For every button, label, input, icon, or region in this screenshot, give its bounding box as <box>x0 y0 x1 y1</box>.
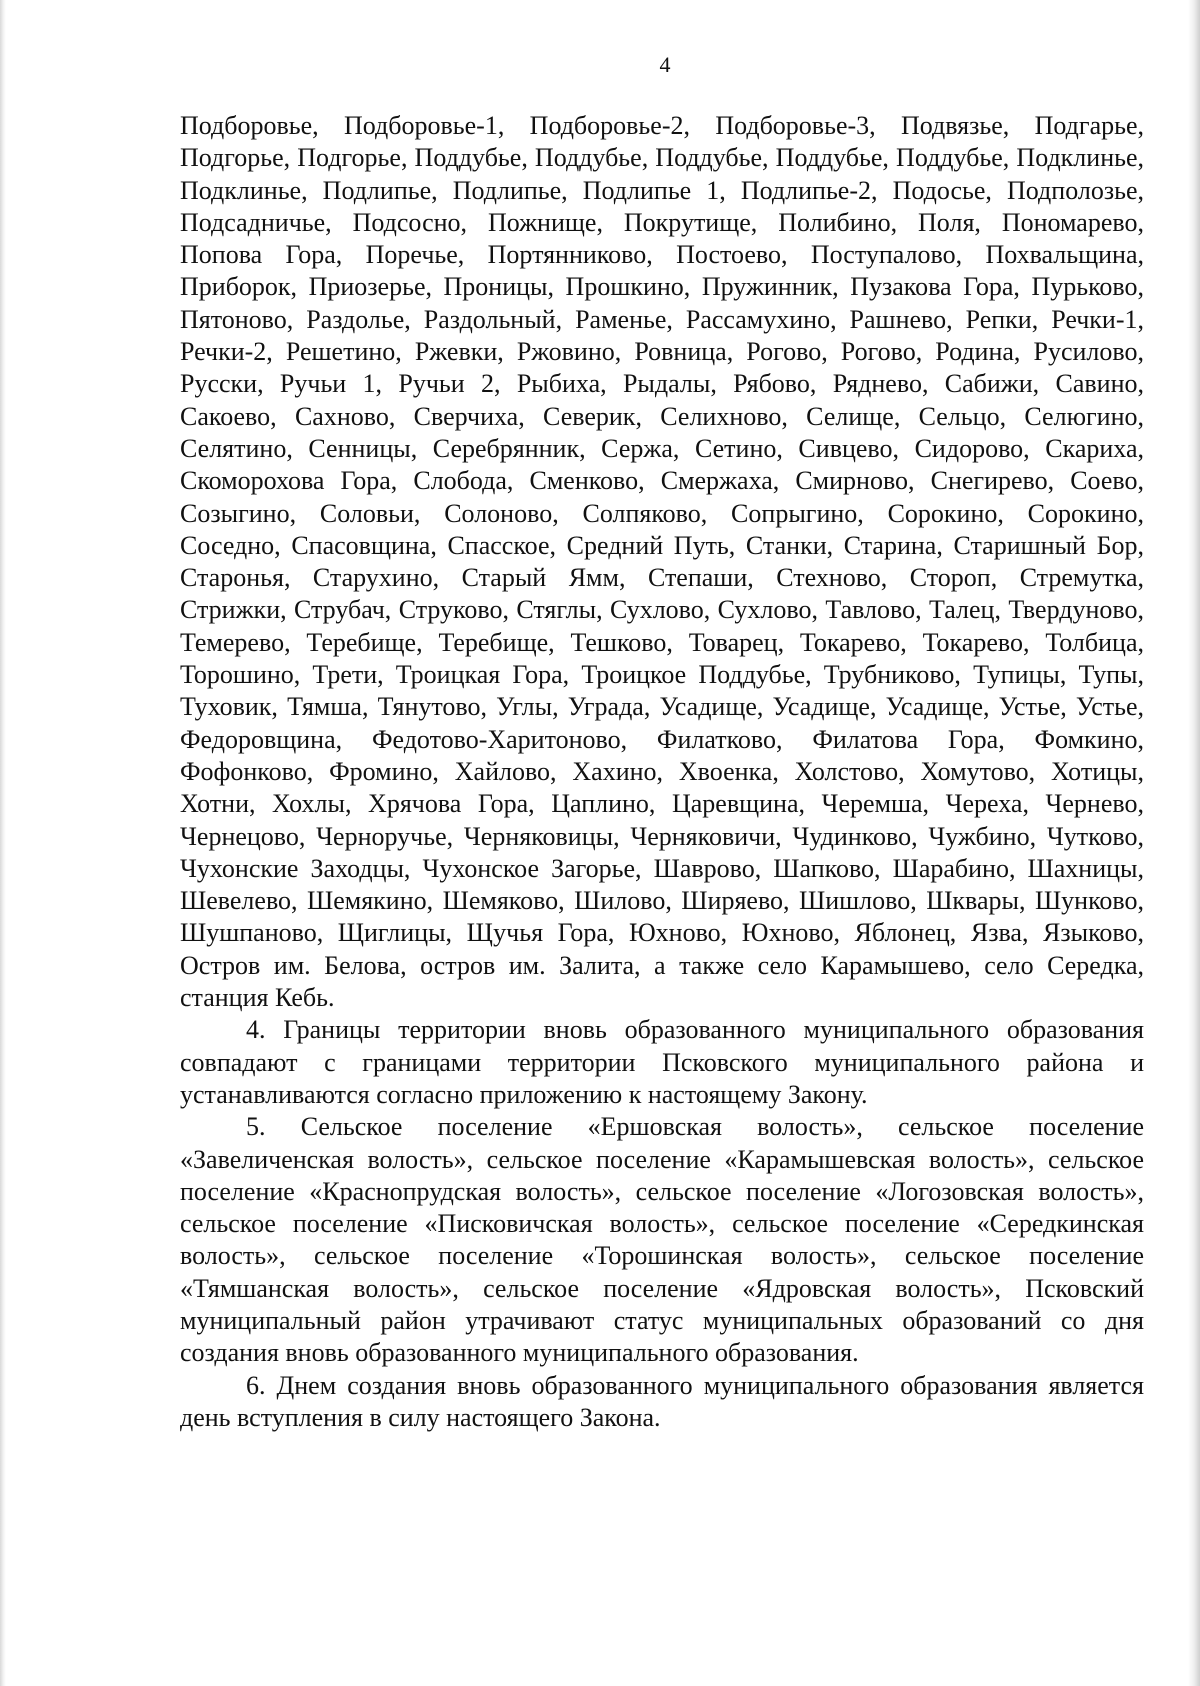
clause-6-paragraph: 6. Днем создания вновь образованного муниципального образования является день вступления в силу настоящего Закона. <box>180 1370 1144 1432</box>
scan-edge-right <box>1188 0 1200 1686</box>
scan-edge-left <box>0 0 6 1686</box>
clause-4-paragraph: 4. Границы территории вновь образованного муниципального образования совпадают с границами территории Псковского муниципального района и устанавливаются согласно приложению к настоящему Закону. <box>180 1015 1144 1109</box>
document-body <box>180 110 1144 1434</box>
page-number: 4 <box>659 52 671 77</box>
settlement-list-paragraph: Подборовье, Подборовье-1, Подборовье-2, Подборовье-3, Подвязье, Подгарье, Подгорье, Подгорье, Поддубье, Поддубье, Поддубье, Поддубье, Поддубье, Подклинье, Подклинье, Подлипье, Подлипье, Подлипье 1, Подлипье-2, Подосье, Подполозье, Подсадничье, Подсосно, Пожнище, Покрутище, Полибино, Поля, Пономарево, Попова Гора, Поречье, Портянниково, Постоево, Поступалово, Похвальщина, Приборок, Приозерье, Проницы, Прошкино, Пружинник, Пузакова Гора, Пурьково, Пятоново, Раздолье, Раздольный, Раменье, Рассамухино, Рашнево, Репки, Речки-1, Речки-2, Решетино, Ржевки, Ржовино, Ровница, Рогово, Рогово, Родина, Русилово, Русски, Ручьи 1, Ручьи 2, Рыбиха, Рыдалы, Рябово, Ряднево, Сабижи, Савино, Сакоево, Сахново, Сверчиха, Северик, Селихново, Селище, Сельцо, Селюгино, Селятино, Сенницы, Серебрянник, Сержа, Сетино, Сивцево, Сидорово, Скариха, Скоморохова Гора, Слобода, Сменково, Смержаха, Смирново, Снегирево, Соево, Созыгино, Соловьи, Солоново, Солпяково, Сопрыгино, Сорокино, Сорокино, Соседно, Спасовщина, Спасское, Средний Путь, Станки, Старина, Старишный Бор, Старонья, Старухино, Старый Ямм, Степаши, Стехново, Стороп, Стремутка, Стрижки, Струбач, Струково, Стяглы, Сухлово, Сухлово, Тавлово, Талец, Твердуново, Темерево, Теребище, Теребище, Тешково, Товарец, Токарево, Токарево, Толбица, Торошино, Трети, Троицкая Гора, Троицкое Поддубье, Трубниково, Тупицы, Тупы, Туховик, Тямша, Тянутово, Углы, Уграда, Усадище, Усадище, Усадище, Устье, Устье, Федоровщина, Федотово-Харитоново, Филатково, Филатова Гора, Фомкино, Фофонково, Фромино, Хайлово, Хахино, Хвоенка, Холстово, Хомутово, Хотицы, Хотни, Хохлы, Хрячова Гора, Цаплино, Царевщина, Черемша, Череха, Чернево, Чернецово, Черноручье, Черняковицы, Черняковичи, Чудинково, Чужбино, Чутково, Чухонские Заходцы, Чухонское Загорье, Шаврово, Шапково, Шарабино, Шахницы, Шевелево, Шемякино, Шемяково, Шилово, Ширяево, Шишлово, Шквары, Шунково, Шушпаново, Щиглицы, Щучья Гора, Юхново, Юхново, Яблонец, Язва, Языково, Остров им. Белова, остров им. Залита, а также село Карамышево, село Середка, станция Кебь. <box>180 111 1144 1013</box>
clause-5-paragraph: 5. Сельское поселение «Ершовская волость», сельское поселение «Завеличенская волость», сельское поселение «Карамышевская волость», сельское поселение «Краснопрудская волость», сельское поселение «Логозовская волость», сельское поселение «Писковичская волость», сельское поселение «Середкинская волость», сельское поселение «Торошинская волость», сельское поселение «Тямшанская волость», сельское поселение «Ядровская волость», Псковский муниципальный район утрачивают статус муниципальных образований со дня создания вновь образованного муниципального образования. <box>180 1112 1144 1368</box>
